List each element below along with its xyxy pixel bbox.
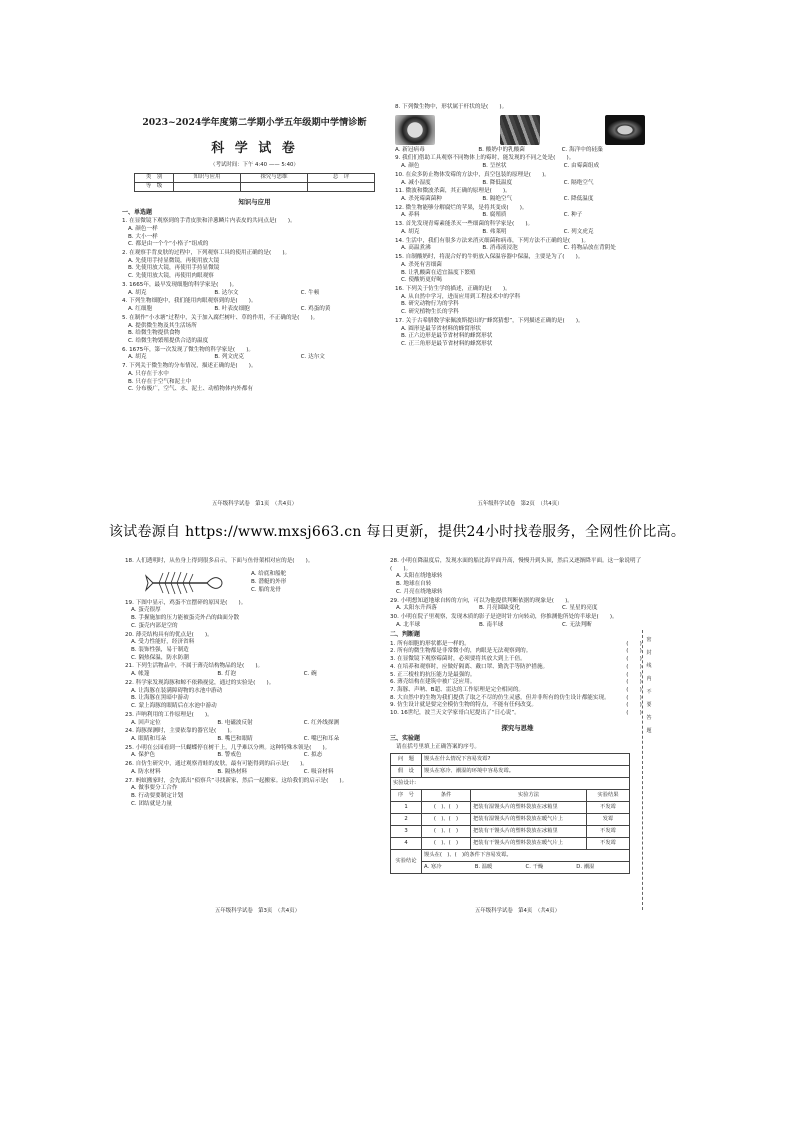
option[interactable]: A. 北半球 xyxy=(396,621,421,628)
option[interactable]: B. 给微生物提供食物 xyxy=(128,330,181,337)
tf-answer-blank[interactable]: ( ) xyxy=(626,663,642,670)
question-text: 24. 海豚探测时，主要依靠的器官是( )。 xyxy=(125,728,236,735)
option[interactable]: C. 由霉菌组成 xyxy=(563,163,600,170)
question-text: 29. 小明想知道地球自转的方向，可以为他提供判断依据的现象是( )。 xyxy=(390,597,573,604)
virus-image xyxy=(395,115,435,145)
option[interactable]: A. 蛋壳很厚 xyxy=(131,607,161,614)
question-text: 2. 在观察手背皮肤的过程中，下列观察工具的使用正确的是( )。 xyxy=(122,250,291,257)
design-label: 实验设计: xyxy=(391,777,630,789)
seal-char: 要 xyxy=(646,702,652,708)
tf-item xyxy=(390,687,645,695)
question-text: 14. 生活中，我们有很多方法来消灭细菌和病毒，下列方法不正确的是( )。 xyxy=(395,237,590,244)
option[interactable]: C. 牛顿 xyxy=(300,289,320,296)
tf-item xyxy=(390,679,645,687)
option[interactable]: B. 让海豚在黑暗中游动 xyxy=(131,695,189,702)
option[interactable]: A. 红细胞 xyxy=(128,306,153,313)
tf-answer-blank[interactable]: ( ) xyxy=(626,640,642,647)
exp-cell[interactable]: ( )、( ) xyxy=(422,825,471,837)
option[interactable]: C. 星星的亮度 xyxy=(562,605,598,612)
option[interactable]: B. 叶表皮细胞 xyxy=(214,306,250,313)
tf-text: 6. 薄壳结构在建筑中被广泛应用。 xyxy=(390,679,476,686)
option[interactable]: B. 电磁波反射 xyxy=(217,719,253,726)
option[interactable]: A. 颜色 xyxy=(401,163,420,170)
exam-title: 2023~2024学年度第二学期小学五年级期中学情诊断 xyxy=(142,117,367,128)
option[interactable]: A. 杀死有害细菌 xyxy=(401,261,442,268)
question-options xyxy=(125,607,390,630)
question-text: 5. 在制作“小水塘”过程中，关于加入腐烂树叶、草的作用，不正确的是( )。 xyxy=(122,314,319,321)
question-text: 26. 自仿生研究中，通过观察青蛙的皮肤，最有可能得到的启示是( )。 xyxy=(125,761,308,768)
option[interactable]: A. 做事要分工合作 xyxy=(131,785,178,792)
tf-item xyxy=(390,710,645,718)
option[interactable]: C. 船的龙骨 xyxy=(251,586,281,593)
table-row xyxy=(391,813,630,825)
option[interactable]: C. 隔热保温，防水防潮 xyxy=(131,654,189,661)
tf-answer-blank[interactable]: ( ) xyxy=(626,656,642,663)
option[interactable]: A. 让海豚在装满障碍物的水池中游动 xyxy=(131,687,223,694)
score-table xyxy=(134,173,375,192)
score-cell[interactable] xyxy=(241,183,308,192)
question-options xyxy=(395,212,645,220)
exp-row-label: 问 题 xyxy=(391,753,422,765)
tf-text: 8. 大自然中的生物为我们提供了取之不尽的仿生灵感，但并非所有的仿生设计都能实现。 xyxy=(390,694,610,701)
exp-cell: 不发霉 xyxy=(587,801,630,813)
question-options xyxy=(395,245,645,253)
exp-row-text: 馒头在寒冷、潮湿的环境中容易发霉。 xyxy=(422,765,630,777)
score-header-cell: 探究与思维 xyxy=(241,174,308,183)
question-options xyxy=(395,147,645,155)
exp-cell: 把装有湿馒头片的塑料袋放在暖气片上 xyxy=(471,813,587,825)
option[interactable]: B. 隔热材料 xyxy=(217,768,248,775)
option[interactable]: C. 吸音材料 xyxy=(303,768,334,775)
option[interactable]: B. 列文虎克 xyxy=(214,354,245,361)
question-text: 11. 微波和微波杀菌，其正确的原理是( )。 xyxy=(395,188,511,195)
question-text: 10. 在众多防止物体发霉的方法中，真空包装的原理是( )。 xyxy=(395,171,550,178)
option[interactable]: C. 研究植物生长的学科 xyxy=(401,309,459,316)
option[interactable]: C. 分布极广，空气、水、泥土、动植物体内外都有 xyxy=(128,386,253,393)
option[interactable]: B. 月亮圆缺变化 xyxy=(479,605,520,612)
option[interactable]: C. 蛋壳内部是空的 xyxy=(131,622,178,629)
question-options xyxy=(122,226,387,249)
option[interactable]: A. 给底和船舵 xyxy=(251,571,287,578)
option[interactable]: C. 正三角形是最节省材料的蜂窝形状 xyxy=(401,340,493,347)
score-row-label: 等 级 xyxy=(135,183,174,192)
option[interactable]: C. 给微生物繁殖提供合适的温度 xyxy=(128,337,209,344)
exp-header: 实验结果 xyxy=(587,789,630,801)
seal-char: 题 xyxy=(646,728,652,734)
table-row xyxy=(391,801,630,813)
question-options xyxy=(125,720,390,728)
option[interactable]: C. 海洋中的硅藻 xyxy=(561,146,603,153)
question-options xyxy=(390,573,645,596)
option[interactable]: B. 正六边形是最节省材料的蜂窝形状 xyxy=(401,333,493,340)
option[interactable]: C. 月亮在绕地球转 xyxy=(396,588,443,595)
question-options xyxy=(395,180,645,188)
option[interactable]: A. 养料 xyxy=(401,212,420,219)
option[interactable]: B. 呈丝状 xyxy=(482,163,507,170)
option[interactable]: A. 受力性能好，经济省料 xyxy=(131,639,195,646)
tf-heading: 二、判断题 xyxy=(390,631,421,639)
option[interactable]: A. 太阳东升西落 xyxy=(396,605,437,612)
tf-answer-blank[interactable]: ( ) xyxy=(626,702,642,709)
question-text: 20. 薄壳结构具有的优点是( )。 xyxy=(125,631,213,638)
tf-item xyxy=(390,664,645,672)
option[interactable]: C. 红外线探测 xyxy=(303,719,340,726)
option[interactable]: C. 都是由一个个“小格子”组成的 xyxy=(128,241,209,248)
option[interactable]: B. 警戒色 xyxy=(217,752,242,759)
exp-row-label: 假 设 xyxy=(391,765,422,777)
option[interactable]: B. 让乳酸菌在适宜温度下繁殖 xyxy=(401,269,476,276)
experiment-table xyxy=(390,753,630,874)
option[interactable]: D. 潮湿 xyxy=(576,863,595,870)
seal-char: 密 xyxy=(646,637,652,643)
question-options xyxy=(122,371,387,394)
exp-cell: 把装有干馒头片的塑料袋放在冰箱里 xyxy=(471,825,587,837)
question-options xyxy=(125,671,390,679)
table-row xyxy=(391,825,630,837)
tf-text: 3. 在显微镜下观察霉菌时，必须要将其放大到上千倍。 xyxy=(390,656,526,663)
exp-cell: 发霉 xyxy=(587,813,630,825)
exp-cell: 3 xyxy=(391,825,422,837)
option[interactable]: A. 圆形是最节省材料的蜂窝形状 xyxy=(401,325,482,332)
exp-cell[interactable]: ( )、( ) xyxy=(422,837,471,849)
question-text: 19. 下图中显示，鸡蛋不宜摆碎的原因是( )。 xyxy=(125,599,247,606)
question-text: 25. 小明在公园看到一只蝴蝶停在树干上，几乎难以分辨。这种特殊本领是( )。 xyxy=(125,744,331,751)
seal-char: 线 xyxy=(646,663,652,669)
question-text: 23. 声呐利用的工作原理是( )。 xyxy=(125,711,213,718)
tf-answer-blank[interactable]: ( ) xyxy=(626,687,642,694)
exp-intro: 请在括号里填上正确答案的序号。 xyxy=(396,744,480,751)
option[interactable]: B. 消毒液浸泡 xyxy=(482,245,518,252)
question-text: 27. 蚂蚁搬家时，会先派出“侦察兵”寻找新家，然后一起搬家。这给我们的启示是( )。 xyxy=(125,777,348,784)
question-options xyxy=(122,306,387,314)
question-options xyxy=(395,294,645,317)
option[interactable]: C. 嘴巴和耳朵 xyxy=(303,735,340,742)
question-text: 16. 下列关于仿生学的描述，正确的是( )。 xyxy=(395,285,511,292)
question-list xyxy=(390,558,645,629)
tf-text: 9. 仿生设计就是要完全模仿生物的特点，不能有任何改变。 xyxy=(390,702,537,709)
tf-item xyxy=(390,648,645,656)
question-options xyxy=(125,785,390,808)
diatom-image xyxy=(605,115,645,145)
tf-text: 2. 所有的微生物都是非常微小的，肉眼是无法观察到的。 xyxy=(390,648,532,655)
exp-cell: 把装有干馒头片的塑料袋放在暖气片上 xyxy=(471,837,587,849)
option[interactable]: B. 降低温度 xyxy=(482,179,513,186)
fish-skeleton-icon xyxy=(145,568,225,598)
question-text: 1. 在显微镜下观察到的手背皮肤和洋葱鳞片内表皮的共同点是( )。 xyxy=(122,218,296,225)
option[interactable]: A. 帐篷 xyxy=(131,671,150,678)
option[interactable]: B. 研究动物行为的学科 xyxy=(401,301,459,308)
option[interactable]: C. 碗 xyxy=(303,671,317,678)
true-false-list xyxy=(390,641,645,718)
tf-answer-blank[interactable]: ( ) xyxy=(626,710,642,717)
question-options xyxy=(395,163,645,171)
question-text: 28. 小明在降温度后，发现水面的船比海平面升高，慢慢升到头顶，然后又逐渐降平面。这一象说明了( )。 xyxy=(390,558,642,572)
page-footer: 五年级科学试卷 第1页 （共4页） xyxy=(211,500,298,507)
option[interactable]: A. 回声定位 xyxy=(131,719,161,726)
microbe-images xyxy=(395,115,645,145)
option[interactable]: A. 寒冷 xyxy=(424,863,442,870)
question-options xyxy=(125,736,390,744)
question-options xyxy=(390,622,645,630)
seal-char: 内 xyxy=(646,676,652,682)
score-header-cell: 知识与应用 xyxy=(174,174,241,183)
option[interactable]: C. 列文虎克 xyxy=(563,228,594,235)
option[interactable]: A. 杀死霉菌菌种 xyxy=(401,196,442,203)
option[interactable]: B. 先使用放大镜，再使用手持显微镜 xyxy=(128,265,220,272)
exp-heading: 三、实验题 xyxy=(390,734,421,742)
experiment-rows xyxy=(391,801,630,849)
exp-cell: 不发霉 xyxy=(587,837,630,849)
table-row xyxy=(391,837,630,849)
tf-item xyxy=(390,656,645,664)
option[interactable]: C. 种子 xyxy=(563,212,583,219)
option[interactable]: A. 先使用手持显微镜，再使用放大镜 xyxy=(128,257,220,264)
option[interactable]: A. 胡克 xyxy=(128,354,147,361)
tf-text: 4. 在培养和观察时，应做好隔离、戴口罩、勤洗手等防护措施。 xyxy=(390,663,549,670)
tf-text: 10. 16世纪，波兰天文学家哥白尼提出了“日心说”。 xyxy=(390,710,520,717)
option[interactable]: B. 地球在自转 xyxy=(396,581,432,588)
option[interactable]: A. 新冠病毒 xyxy=(395,146,425,153)
tf-text: 5. 正三棱柱的抗压能力是最强的。 xyxy=(390,671,476,678)
page-footer: 五年级科学试卷 第2页 （共4页） xyxy=(477,500,563,507)
question-text: 18. 人们透明时，从鱼身上得到很多启示，下面与鱼骨架相对应的是( )。 xyxy=(125,558,314,564)
question-text: 21. 下列生活物品中，不属于薄壳结构物品的是( )。 xyxy=(125,663,264,670)
seal-char: 不 xyxy=(646,689,652,695)
question-options xyxy=(390,605,645,613)
exam-page-4 xyxy=(390,557,645,915)
exam-page-1 xyxy=(122,103,387,508)
option[interactable]: A. 减小湿度 xyxy=(401,179,431,186)
question-options xyxy=(122,323,387,346)
exam-subtitle: 科 学 试 卷 xyxy=(211,140,298,156)
question-list xyxy=(125,600,390,809)
option[interactable]: C. 鸡蛋的黄 xyxy=(300,306,331,313)
question-text: 15. 自制酸奶时，将混合好的牛奶放入保温容器中保温，主要是为了( )。 xyxy=(395,254,584,261)
exam-time: （考试时间：下午 4:40 —— 5:40） xyxy=(210,161,299,168)
option[interactable]: B. 只存在于空气和泥土中 xyxy=(128,378,192,385)
question-list xyxy=(122,218,387,394)
option[interactable]: A. 从自然中学习，进而应用到工程技术中的学科 xyxy=(401,293,521,300)
exp-row-text: 馒头在什么情况下容易发霉? xyxy=(422,753,630,765)
option[interactable]: B. 行动要要制定计划 xyxy=(131,792,184,799)
option[interactable]: B. 潜艇的外形 xyxy=(251,578,287,585)
option[interactable]: B. 大小一样 xyxy=(128,233,158,240)
option[interactable]: C. 降低温度 xyxy=(563,196,594,203)
question-options xyxy=(122,258,387,281)
option[interactable]: B. 装饰性强，易于制造 xyxy=(131,647,189,654)
conclusion-text: 馒头在( )、( )的条件下容易发霉。 xyxy=(422,849,630,861)
question-text: 22. 科学家发现海豚和鲸不依赖视觉，通过的实验是( )。 xyxy=(125,679,275,686)
option[interactable]: A. 保护色 xyxy=(131,752,156,759)
question-options xyxy=(395,229,645,237)
option[interactable]: B. 达尔文 xyxy=(214,289,239,296)
lactobacillus-image xyxy=(500,115,540,145)
option[interactable]: B. 手握施加的压力能被蛋壳外凸的曲面分散 xyxy=(131,615,240,622)
exp-cell: 4 xyxy=(391,837,422,849)
exp-header: 条件 xyxy=(422,789,471,801)
score-cell[interactable] xyxy=(308,183,375,192)
question-text: 13. 首先发现青霉素能杀灭一些细菌的科学家是( )。 xyxy=(395,221,534,228)
tf-answer-blank[interactable]: ( ) xyxy=(626,679,642,686)
seal-char: 答 xyxy=(646,715,652,721)
exam-page-3 xyxy=(125,557,390,915)
exam-page-2 xyxy=(395,103,645,508)
question-heading: 一、单选题 xyxy=(122,208,153,216)
exp-cell: 把装有湿馒头片的塑料袋放在冰箱里 xyxy=(471,801,587,813)
option[interactable]: C. 先使用放大镜，再使用肉眼观察 xyxy=(128,273,214,280)
option[interactable]: C. 干燥 xyxy=(525,863,544,870)
conclusion-label: 实验结论 xyxy=(391,849,422,873)
tf-answer-blank[interactable]: ( ) xyxy=(626,694,642,701)
exp-cell: 不发霉 xyxy=(587,825,630,837)
option[interactable]: B. 温暖 xyxy=(474,863,493,870)
score-header-cell: 类 别 xyxy=(135,174,174,183)
question-options xyxy=(122,290,387,298)
question-text: 9. 我们们借助工具观察不同物体上的霉时，能发现的不同之处是( )。 xyxy=(395,155,575,162)
option[interactable]: A. 提供微生物及其生活场所 xyxy=(128,322,197,329)
source-banner: 该试卷源自 https://www.mxsj663.cn 每日更新，提供24小时找卷服务，全网性价比高。 xyxy=(108,524,686,540)
option[interactable]: A. 防水材料 xyxy=(131,768,161,775)
question-text: 3. 1665年，最早发现细胞的科学家是( )。 xyxy=(122,281,238,288)
question-text: 17. 关于古希腊数学家佩波斯提出的“蜂窝猜想”，下列描述正确的是( )。 xyxy=(395,317,584,324)
question-options xyxy=(122,354,387,362)
option[interactable]: A. 眼睛和耳朵 xyxy=(131,735,167,742)
question-options xyxy=(395,326,645,349)
option[interactable]: A. 只存在于水中 xyxy=(128,370,169,377)
option[interactable]: C. 将物品放在背阴处 xyxy=(563,245,616,252)
exp-cell: 2 xyxy=(391,813,422,825)
option[interactable]: B. 隔绝空气 xyxy=(482,196,513,203)
page-footer: 五年级科学试卷 第3页 （共4页） xyxy=(214,907,301,914)
section-title: 知识与应用 xyxy=(238,198,271,207)
question-list xyxy=(395,155,645,348)
option[interactable]: A. 颜色一样 xyxy=(128,225,158,232)
question-options xyxy=(125,688,390,711)
tf-answer-blank[interactable]: ( ) xyxy=(626,648,642,655)
tf-text: 7. 海豚、声呐、B超、雷达的工作原理是完全相同的。 xyxy=(390,687,525,694)
option[interactable]: B. 灯泡 xyxy=(217,671,236,678)
tf-text: 1. 所有细胞的形状都是一样的。 xyxy=(390,640,470,647)
exp-header: 序 号 xyxy=(391,789,422,801)
option[interactable]: B. 弗莱明 xyxy=(482,228,507,235)
exp-cell[interactable]: ( )、( ) xyxy=(422,801,471,813)
question-text: 4. 下列生物细胞中，我们能用肉眼观察到的是( )。 xyxy=(122,298,257,305)
option[interactable]: C. 蒙上海豚的眼睛后在水池中游动 xyxy=(131,703,217,710)
conclusion-options xyxy=(422,861,630,873)
score-header-cell: 总 评 xyxy=(308,174,375,183)
option[interactable]: C. 隔绝空气 xyxy=(563,179,594,186)
question-text: 12. 微生物能够分解腐烂的苹果，是将其变成( )。 xyxy=(395,204,528,211)
question-text: 7. 下列关于微生物的分布情况，描述正确的是( )。 xyxy=(122,363,257,370)
seal-char: 封 xyxy=(646,650,652,656)
question-text: 6. 1675年，第一次发现了微生物的科学家是( )。 xyxy=(122,346,254,353)
exp-cell[interactable]: ( )、( ) xyxy=(422,813,471,825)
option[interactable]: C. 达尔文 xyxy=(300,354,325,361)
option[interactable]: B. 南半球 xyxy=(479,621,504,628)
option[interactable]: C. 团结就是力量 xyxy=(131,800,173,807)
question-text: 8. 下列微生物中，形状属于杆状的是( )。 xyxy=(395,104,508,110)
option[interactable]: C. 无法判断 xyxy=(562,621,592,628)
option[interactable]: A. 高温煮沸 xyxy=(401,245,431,252)
option[interactable]: A. 胡克 xyxy=(128,289,147,296)
page-footer: 五年级科学试卷 第4页 （共4页） xyxy=(474,907,561,914)
question-options xyxy=(125,769,390,777)
option[interactable]: B. 腐殖质 xyxy=(482,212,507,219)
question-options xyxy=(125,752,390,760)
score-cell[interactable] xyxy=(174,183,241,192)
option[interactable]: C. 拟态 xyxy=(303,752,323,759)
section-title: 探究与思维 xyxy=(501,723,534,732)
question-options xyxy=(395,196,645,204)
exp-cell: 1 xyxy=(391,801,422,813)
question-options xyxy=(395,262,645,285)
option[interactable]: B. 嘴巴和眼睛 xyxy=(217,735,253,742)
option[interactable]: A. 太阳在绕地球转 xyxy=(396,573,443,580)
option[interactable]: A. 胡克 xyxy=(401,228,420,235)
question-text: 30. 小明在院子里观察，发现木质的影子是逆时针方向转动，你推测他所处的半球是( )。 xyxy=(390,614,618,621)
seal-line xyxy=(642,630,655,910)
question-options xyxy=(125,639,390,662)
exp-header: 实验方法 xyxy=(471,789,587,801)
tf-answer-blank[interactable]: ( ) xyxy=(626,671,642,678)
option[interactable]: C. 使酸奶更好喝 xyxy=(401,277,443,284)
option[interactable]: B. 酸奶中的乳酸菌 xyxy=(478,146,525,153)
